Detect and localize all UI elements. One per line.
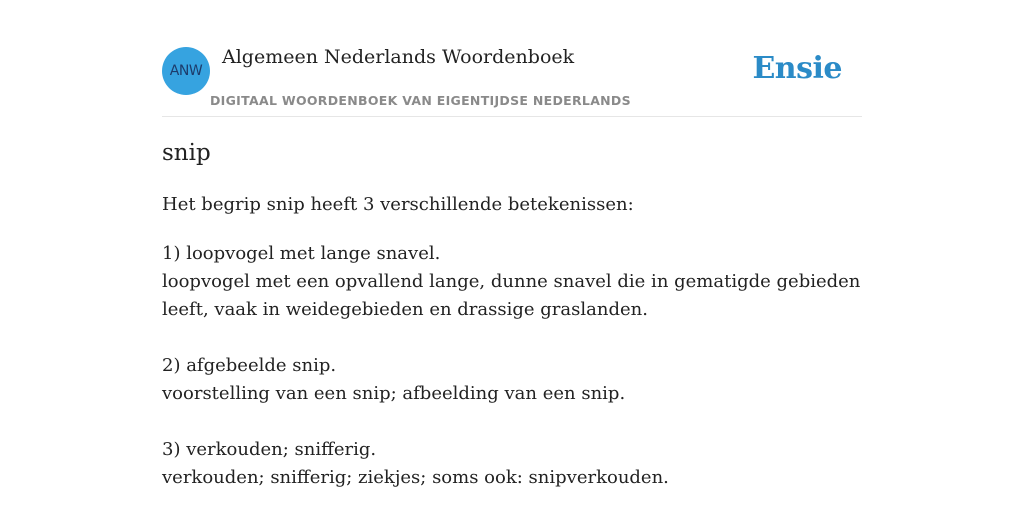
meaning-item-1	[162, 240, 862, 324]
meaning-definition: verkouden; snifferig; ziekjes; soms ook: snipverkouden.	[162, 467, 669, 488]
meaning-definition: voorstelling van een snip; afbeelding van een snip.	[162, 383, 626, 404]
meaning-item-3	[162, 436, 862, 492]
entry-intro: Het begrip snip heeft 3 verschillende betekenissen:	[162, 194, 634, 215]
site-subtitle: DIGITAAL WOORDENBOEK VAN EIGENTIJDSE NEDERLANDS	[210, 93, 631, 108]
meaning-item-2	[162, 352, 862, 408]
anw-logo[interactable]: ANW	[162, 47, 210, 95]
site-title[interactable]: Algemeen Nederlands Woordenboek	[222, 46, 575, 68]
meaning-title: 2) afgebeelde snip.	[162, 355, 337, 376]
meaning-title: 3) verkouden; snifferig.	[162, 439, 377, 460]
ensie-brand-logo[interactable]: Ensie	[752, 51, 842, 86]
meaning-definition: loopvogel met een opvallend lange, dunne snavel die in gematigde gebieden leeft, vaak in weidegebieden en drassige graslanden.	[162, 271, 861, 320]
page-container	[162, 0, 862, 488]
meaning-title: 1) loopvogel met lange snavel.	[162, 243, 441, 264]
entry-headword: snip	[162, 140, 211, 166]
site-header	[162, 0, 862, 117]
meanings-list	[162, 240, 862, 520]
